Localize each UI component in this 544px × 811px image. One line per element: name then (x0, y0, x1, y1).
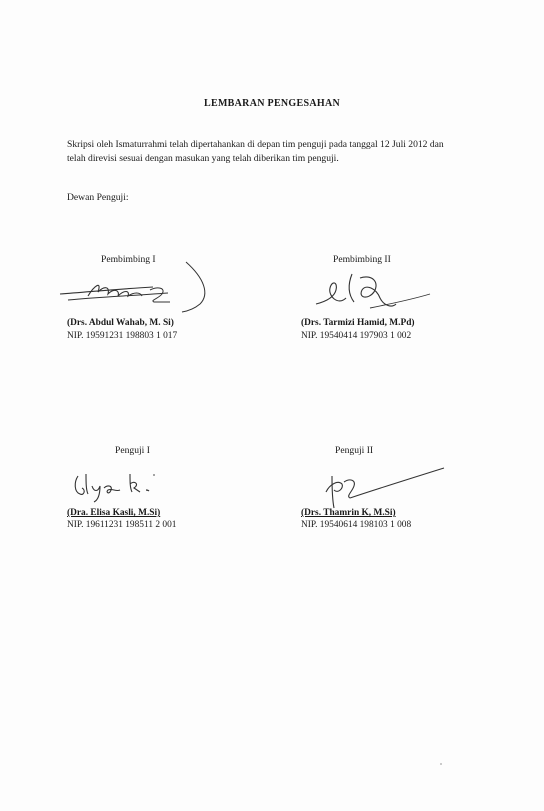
name-penguji-1: (Dra. Elisa Kasli, M.Si) (67, 508, 161, 518)
dewan-penguji-label: Dewan Penguji: (67, 192, 129, 203)
signature-penguji-1 (70, 470, 165, 504)
document-title: LEMBARAN PENGESAHAN (204, 98, 340, 109)
nip-pembimbing-1: NIP. 19591231 198803 1 017 (67, 331, 178, 341)
role-penguji-2: Penguji II (335, 445, 374, 456)
name-pembimbing-2: (Drs. Tarmizi Hamid, M.Pd) (301, 318, 415, 328)
signature-penguji-2 (320, 462, 450, 514)
signature-pembimbing-2 (310, 268, 440, 316)
role-penguji-1: Penguji I (115, 445, 150, 456)
name-pembimbing-1: (Drs. Abdul Wahab, M. Si) (67, 318, 174, 328)
role-pembimbing-2: Pembimbing II (333, 254, 391, 265)
nip-penguji-1: NIP. 19611231 198511 2 001 (67, 520, 177, 530)
scan-speck (440, 763, 442, 765)
statement-paragraph: Skripsi oleh Ismaturrahmi telah dipertahankan di depan tim penguji pada tanggal 12 Juli 2012 dan telah direvisi sesuai dengan masukan yang telah diberikan tim penguji. (67, 139, 444, 164)
signature-pembimbing-1 (58, 256, 213, 318)
name-penguji-2: (Drs. Thamrin K, M.Si) (301, 508, 396, 518)
ink-dot (153, 474, 155, 476)
nip-pembimbing-2: NIP. 19540414 197903 1 002 (301, 331, 412, 341)
role-pembimbing-1: Pembimbing I (101, 254, 156, 265)
nip-penguji-2: NIP. 19540614 198103 1 008 (301, 520, 412, 530)
